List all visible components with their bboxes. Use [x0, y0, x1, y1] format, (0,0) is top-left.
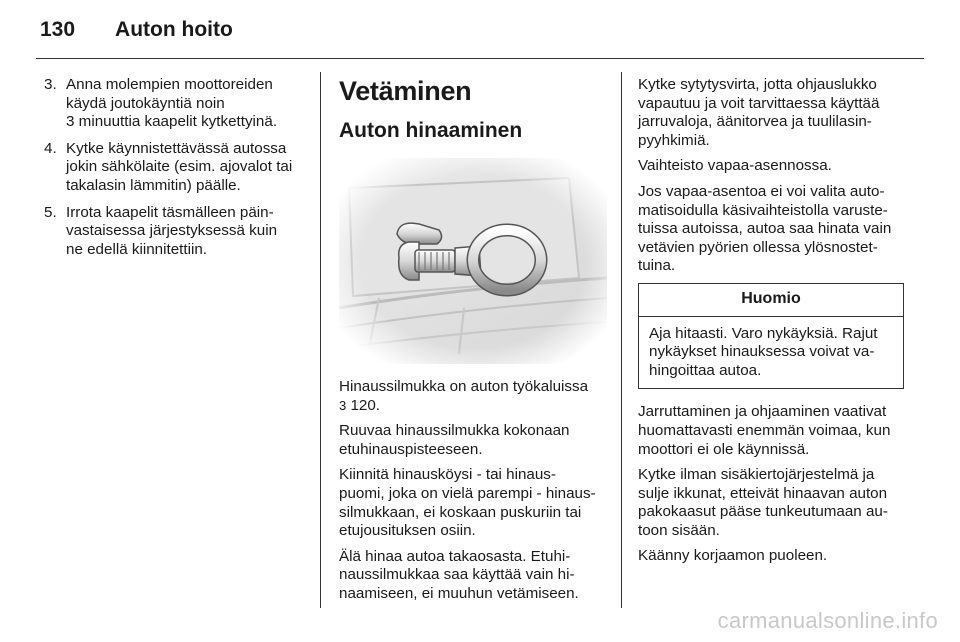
page-header	[40, 18, 233, 48]
header-rule	[36, 58, 924, 59]
paragraph: Käänny korjaamon puoleen.	[638, 547, 828, 565]
step-item	[44, 140, 306, 196]
towing-eye-illustration	[339, 158, 607, 364]
watermark: carmanualsonline.info	[717, 608, 938, 633]
column-3	[638, 76, 910, 573]
chapter-title: Auton hoito	[115, 18, 233, 41]
paragraph: Jos vapaa-asentoa ei voi valita auto- matisoidulla käsivaihteistolla varuste- tuissa autoissa, autoa saa hinata vain vetävien pyörien ollessa ylösnostet- tuina.	[638, 182, 892, 275]
steps-list	[44, 76, 306, 259]
step-text: Kytke käynnistettävässä autossa jokin sähkölaite (esim. ajovalot tai takalasin lämmitin) päälle.	[66, 139, 293, 194]
page-reference: 120.	[350, 396, 381, 414]
step-text: Anna molempien moottoreiden käydä joutokäyntiä noin 3 minuuttia kaapelit kytkettyinä.	[66, 76, 278, 131]
step-item	[44, 204, 306, 260]
note-box	[638, 283, 904, 389]
towing-eye-drawing	[339, 158, 607, 364]
subsection-title: Auton hinaaminen	[339, 119, 523, 142]
note-title: Huomio	[639, 284, 903, 317]
paragraph: Jarruttaminen ja ohjaaminen vaativat huomattavasti enemmän voimaa, kun moottori ei ole käynnissä.	[638, 403, 891, 458]
column-2	[339, 76, 607, 611]
paragraph: Kiinnitä hinausköysi - tai hinaus- puomi, joka on vielä parempi - hinaus- silmukkaan, ei koskaan puskuriin tai etujousituksen osiin.	[339, 466, 596, 540]
column-1	[44, 76, 306, 267]
paragraph: Ruuvaa hinaussilmukka kokonaan etuhinauspisteeseen.	[339, 422, 570, 458]
paragraph: Kytke sytytysvirta, jotta ohjauslukko vapautuu ja voit tarvittaessa käyttää jarruvaloja, äänitorvea ja tuulilasin- pyyhkimiä.	[638, 76, 880, 149]
paragraph	[339, 378, 607, 415]
page-number: 130	[40, 18, 76, 41]
step-text: Irrota kaapelit täsmälleen päin- vastaisessa järjestyksessä kuin ne edellä kiinnitettiin.	[66, 203, 278, 258]
step-number: 3.	[44, 76, 57, 93]
section-title: Vetäminen	[339, 76, 472, 106]
paragraph-text: Hinaussilmukka on auton työkaluissa	[339, 378, 589, 395]
step-item	[44, 76, 306, 132]
paragraph: Älä hinaa autoa takaosasta. Etuhi- naussilmukkaa saa käyttää vain hi- naamiseen, ei muuhun vetämiseen.	[339, 547, 579, 602]
step-number: 4.	[44, 139, 57, 157]
column-divider-1	[320, 72, 321, 608]
column-divider-2	[621, 72, 622, 608]
step-number: 5.	[44, 203, 57, 221]
paragraph: Kytke ilman sisäkiertojärjestelmä ja sulje ikkunat, etteivät hinaavan auton pakokaasut pääse tunkeutumaan au- toon sisään.	[638, 466, 888, 539]
note-body: Aja hitaasti. Varo nykäyksiä. Rajut nykäykset hinauksessa voivat va- hingoittaa autoa.	[649, 324, 878, 379]
reference-arrow-icon: 3	[339, 397, 347, 413]
paragraph: Vaihteisto vapaa-asennossa.	[638, 157, 832, 175]
